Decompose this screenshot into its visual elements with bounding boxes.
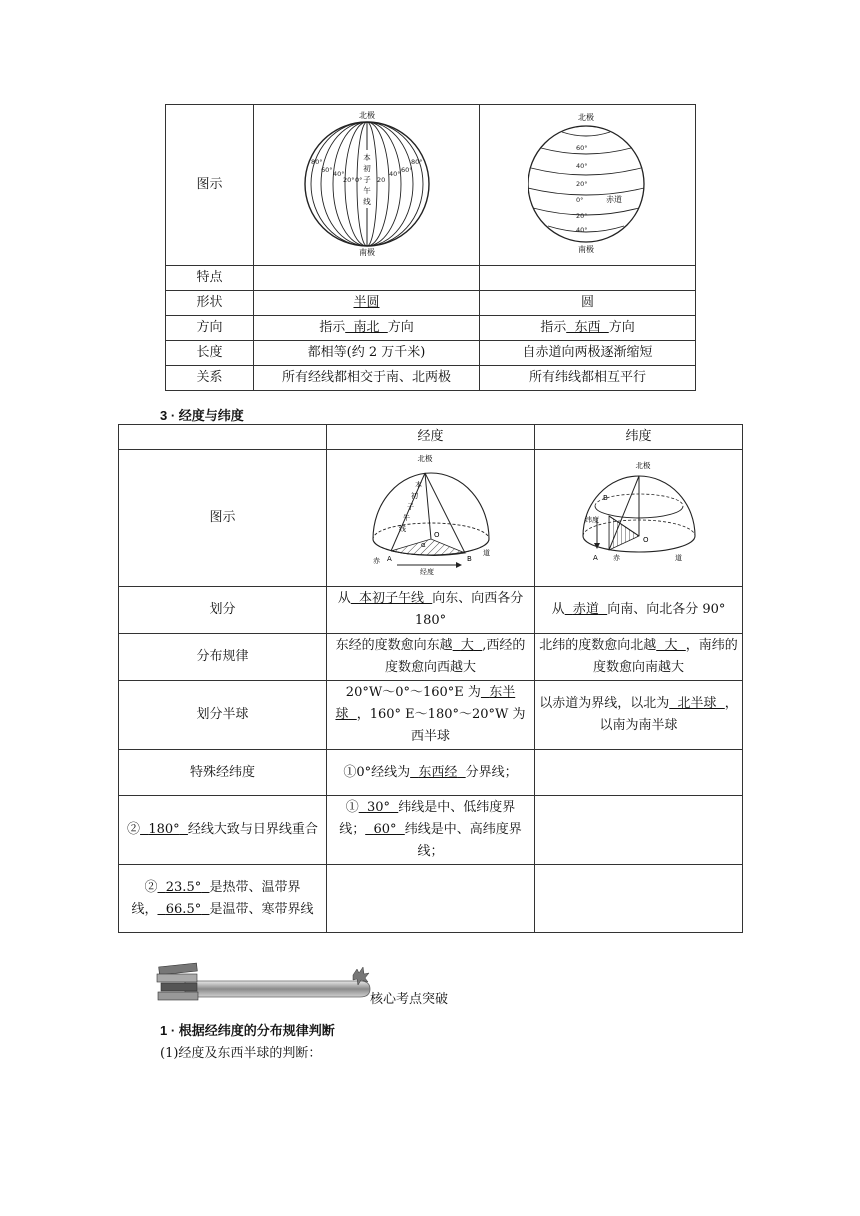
- meridian-figure: [254, 105, 480, 266]
- svg-text:B: B: [466, 555, 472, 563]
- svg-text:0°: 0°: [575, 196, 583, 204]
- svg-text:赤: 赤: [372, 557, 380, 565]
- row-label: 图示: [166, 105, 254, 266]
- svg-text:子: 子: [406, 503, 414, 511]
- svg-text:60°: 60°: [575, 144, 588, 152]
- books-icon: [157, 963, 198, 1000]
- section-heading: 1 · 根据经纬度的分布规律判断: [160, 1023, 335, 1038]
- svg-text:60°: 60°: [320, 166, 333, 174]
- svg-text:道: 道: [674, 554, 682, 562]
- longitude-latitude-table: 经度 纬度 图示 北极 本 初 子 午 线 O α A B 赤 道 经度 北极 B O 纬度 A 赤 道 划分 从 本初子午线 向东、向西各分 180° 从 赤道 向南、向北各分 90° 分布规律 东经的度数愈向东越 大 ,西经的度数愈向西越大 北纬的度数愈向北越 大 ，南纬的度数愈向南越大 划分半球 20°W～0°～160°E 为 东半球 ，160° E～180°～20°W 为西半球 以赤道为界线，以北为 北半球 ，以南为南半球 特殊经纬度 ①0°经线为 东西经 分界线； ② 180° 经线大致与日界线重合 ① 30° 纬线是中、低纬度界线； 60° 纬线是中、高纬度界线； ② 23.5° 是热带、温带界线， 66.5° 是温带、寒带界线: [118, 424, 743, 933]
- svg-text:40°: 40°: [575, 226, 588, 234]
- latitude-figure: [535, 450, 743, 587]
- answer-underline: 半圆: [353, 295, 380, 310]
- svg-text:初: 初: [410, 492, 418, 500]
- svg-text:赤: 赤: [612, 554, 620, 562]
- svg-text:南极: 南极: [577, 245, 594, 254]
- longitude-figure: [327, 450, 535, 587]
- svg-text:20°: 20°: [342, 176, 355, 184]
- svg-text:40°: 40°: [388, 170, 401, 178]
- svg-text:午: 午: [362, 186, 371, 195]
- svg-text:A: A: [386, 555, 392, 563]
- svg-text:60°: 60°: [400, 166, 413, 174]
- svg-text:纬度: 纬度: [584, 516, 599, 524]
- svg-text:初: 初: [362, 164, 371, 173]
- svg-text:O: O: [642, 536, 649, 544]
- svg-text:北极: 北极: [577, 113, 594, 122]
- banner-title: 核心考点突破: [370, 992, 449, 1007]
- header-latitude: 纬度: [535, 425, 743, 450]
- svg-text:0°: 0°: [354, 176, 362, 184]
- svg-text:南极: 南极: [358, 248, 375, 256]
- svg-text:北极: 北极: [635, 461, 650, 470]
- svg-text:午: 午: [402, 514, 410, 522]
- svg-text:线: 线: [362, 197, 371, 206]
- svg-text:子: 子: [362, 175, 371, 184]
- svg-text:本: 本: [362, 153, 371, 162]
- meridian-parallel-table: 图示 北极 本 初 子 午 线 80° 60° 40° 20° 0° 20 40° 60° 80° 南极 北极 60° 40° 20° 0° 20° 40° 赤道 南极 特点 形状 半圆 圆 方向 指示 南北 方向 指示 东西 方向 长度 都相等(约 2 万千米) 自赤道向两极逐渐缩短 关系 所有经线都相交于南、北两极 所有纬线都相互平行: [165, 104, 696, 391]
- svg-text:O: O: [433, 531, 440, 539]
- svg-text:北极: 北极: [358, 111, 375, 120]
- svg-text:20°: 20°: [575, 212, 588, 220]
- svg-text:α: α: [420, 541, 426, 549]
- row-label: 形状: [166, 291, 254, 316]
- svg-text:80°: 80°: [410, 158, 423, 166]
- svg-text:A: A: [592, 554, 598, 562]
- svg-text:20°: 20°: [575, 180, 588, 188]
- svg-text:北极: 北极: [417, 454, 432, 463]
- svg-text:40°: 40°: [575, 162, 588, 170]
- svg-text:本: 本: [414, 481, 422, 489]
- section-heading: 3 · 经度与纬度: [160, 408, 244, 423]
- parallel-figure: [480, 105, 696, 266]
- svg-text:赤道: 赤道: [605, 195, 622, 204]
- subheading: (1)经度及东西半球的判断：: [160, 1046, 322, 1061]
- svg-text:80°: 80°: [310, 158, 323, 166]
- svg-text:B: B: [602, 494, 608, 502]
- header-longitude: 经度: [327, 425, 535, 450]
- svg-text:经度: 经度: [419, 568, 434, 576]
- svg-text:道: 道: [482, 549, 490, 557]
- svg-text:线: 线: [398, 525, 406, 533]
- svg-text:20: 20: [376, 176, 385, 184]
- svg-text:40°: 40°: [332, 170, 345, 178]
